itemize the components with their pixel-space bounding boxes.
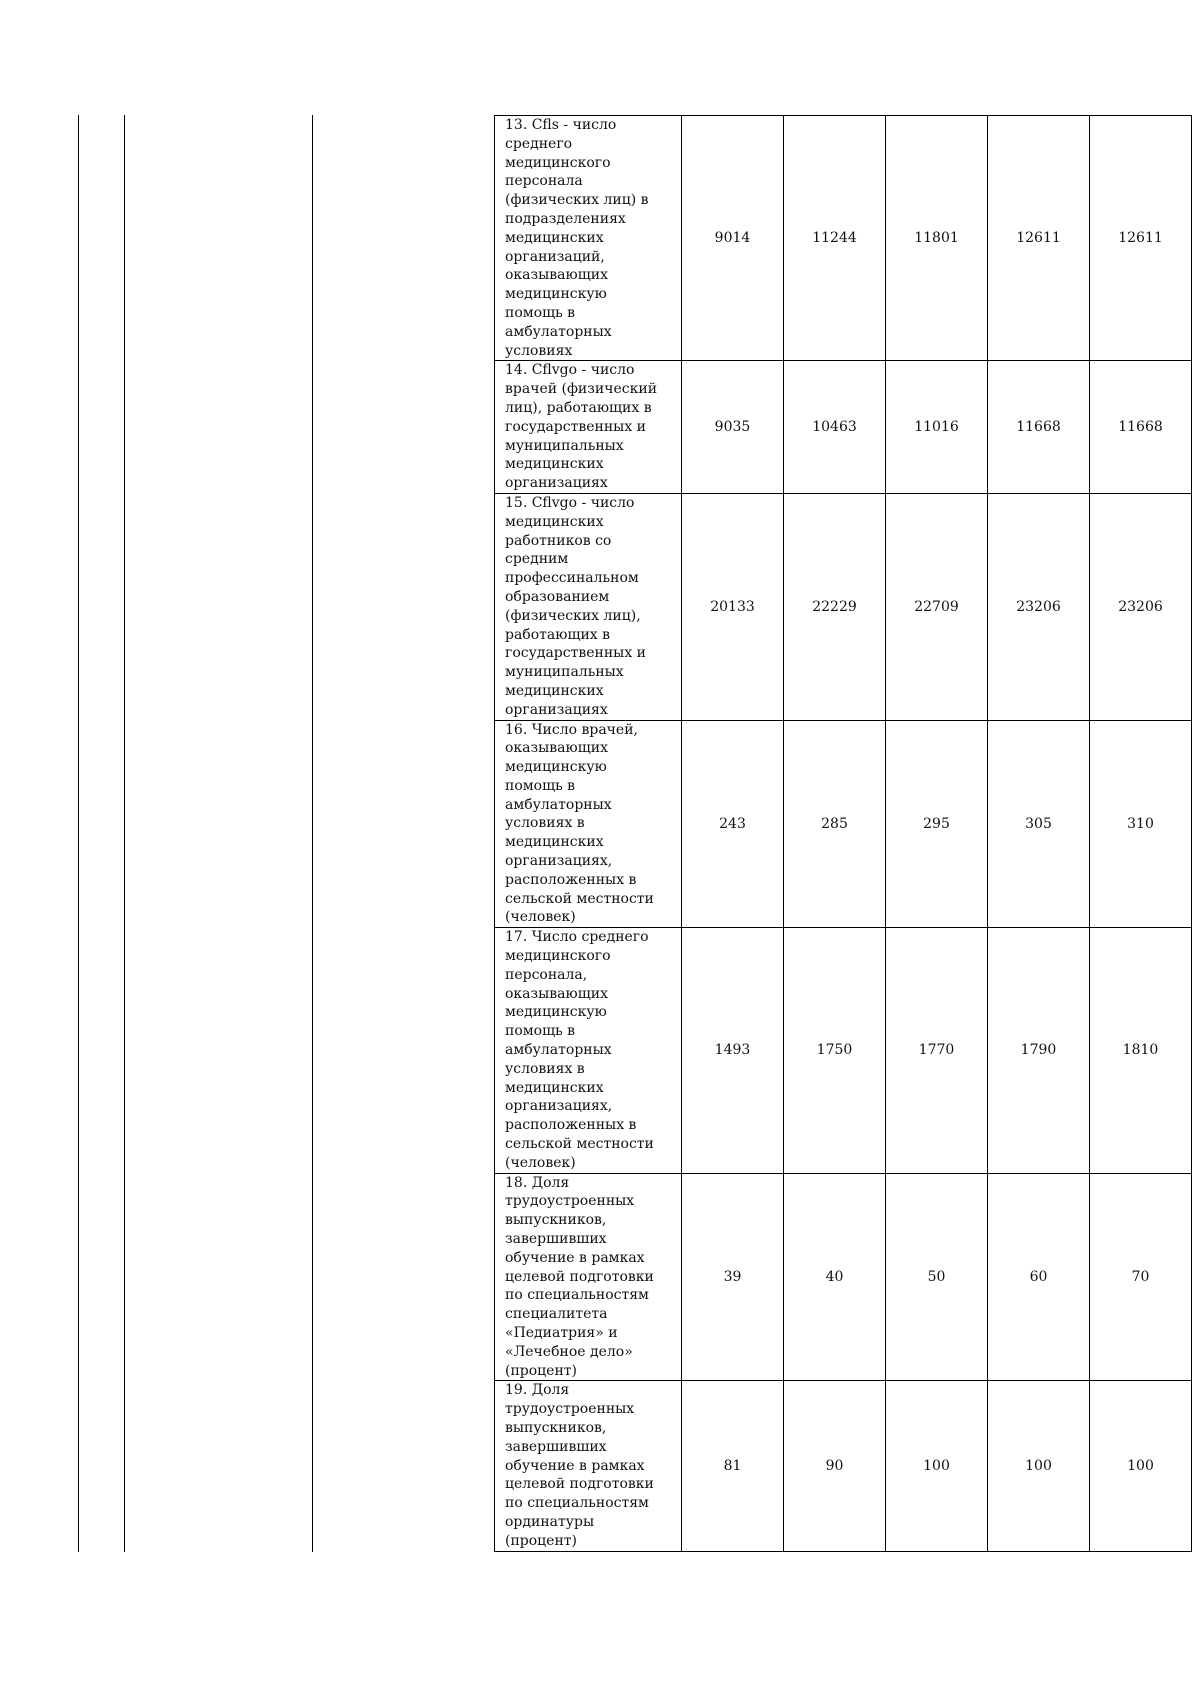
value-cell: 1750 [784, 928, 886, 1173]
table-row [495, 720, 1192, 928]
value-cell: 70 [1090, 1173, 1192, 1381]
value-cell: 10463 [784, 361, 886, 494]
value-cell: 243 [682, 720, 784, 928]
indicator-label: 14. Cflvgo - число врачей (физический лиц), работающих в государственных и муниципальных медицинских организациях [505, 362, 658, 492]
table-row [495, 928, 1192, 1173]
indicators-table [494, 115, 1192, 1552]
value-cell: 305 [988, 720, 1090, 928]
value-cell: 23206 [988, 493, 1090, 720]
indicator-label-cell [495, 116, 682, 361]
indicator-label-cell [495, 361, 682, 494]
value-cell: 23206 [1090, 493, 1192, 720]
value-cell: 60 [988, 1173, 1090, 1381]
left-border-line [78, 115, 79, 1552]
value-cell: 12611 [988, 116, 1090, 361]
value-cell: 1493 [682, 928, 784, 1173]
indicator-label-cell [495, 720, 682, 928]
value-cell: 40 [784, 1173, 886, 1381]
value-cell: 310 [1090, 720, 1192, 928]
indicator-label: 13. Cfls - число среднего медицинского персонала (физических лиц) в подразделениях медицинских организаций, оказывающих медицинскую помощь в амбулаторных условиях [505, 117, 649, 359]
indicator-label: 19. Доля трудоустроенных выпускников, завершивших обучение в рамках целевой подготовки по специальностям ординатуры (процент) [505, 1382, 654, 1549]
value-cell: 100 [1090, 1381, 1192, 1551]
value-cell: 1790 [988, 928, 1090, 1173]
value-cell: 50 [886, 1173, 988, 1381]
value-cell: 81 [682, 1381, 784, 1551]
value-cell: 100 [886, 1381, 988, 1551]
indicator-label-cell [495, 1173, 682, 1381]
value-cell: 22229 [784, 493, 886, 720]
value-cell: 11244 [784, 116, 886, 361]
column-divider-1 [124, 115, 125, 1552]
value-cell: 285 [784, 720, 886, 928]
value-cell: 11016 [886, 361, 988, 494]
value-cell: 9035 [682, 361, 784, 494]
value-cell: 100 [988, 1381, 1090, 1551]
table-row [495, 361, 1192, 494]
table-row [495, 1173, 1192, 1381]
indicator-label: 15. Cflvgo - число медицинских работников со средним профессинальном образованием (физических лиц), работающих в государственных и муниципальных медицинских организациях [505, 494, 647, 718]
indicator-label: 17. Число среднего медицинского персонала, оказывающих медицинскую помощь в амбулаторных условиях в медицинских организациях, расположенных в сельской местности (человек) [505, 929, 654, 1171]
value-cell: 11668 [1090, 361, 1192, 494]
value-cell: 12611 [1090, 116, 1192, 361]
value-cell: 39 [682, 1173, 784, 1381]
value-cell: 90 [784, 1381, 886, 1551]
value-cell: 295 [886, 720, 988, 928]
column-divider-2 [312, 115, 313, 1552]
value-cell: 1810 [1090, 928, 1192, 1173]
value-cell: 22709 [886, 493, 988, 720]
table-row [495, 116, 1192, 361]
value-cell: 11801 [886, 116, 988, 361]
table-row [495, 1381, 1192, 1551]
indicator-label-cell [495, 493, 682, 720]
indicator-label-cell [495, 928, 682, 1173]
table-row [495, 493, 1192, 720]
value-cell: 20133 [682, 493, 784, 720]
indicator-label: 16. Число врачей, оказывающих медицинскую помощь в амбулаторных условиях в медицинских организациях, расположенных в сельской местности (человек) [505, 721, 654, 926]
value-cell: 11668 [988, 361, 1090, 494]
indicator-label-cell [495, 1381, 682, 1551]
value-cell: 1770 [886, 928, 988, 1173]
indicator-label: 18. Доля трудоустроенных выпускников, завершивших обучение в рамках целевой подготовки по специальностям специалитета «Педиатрия» и «Лечебное дело» (процент) [505, 1174, 654, 1379]
value-cell: 9014 [682, 116, 784, 361]
